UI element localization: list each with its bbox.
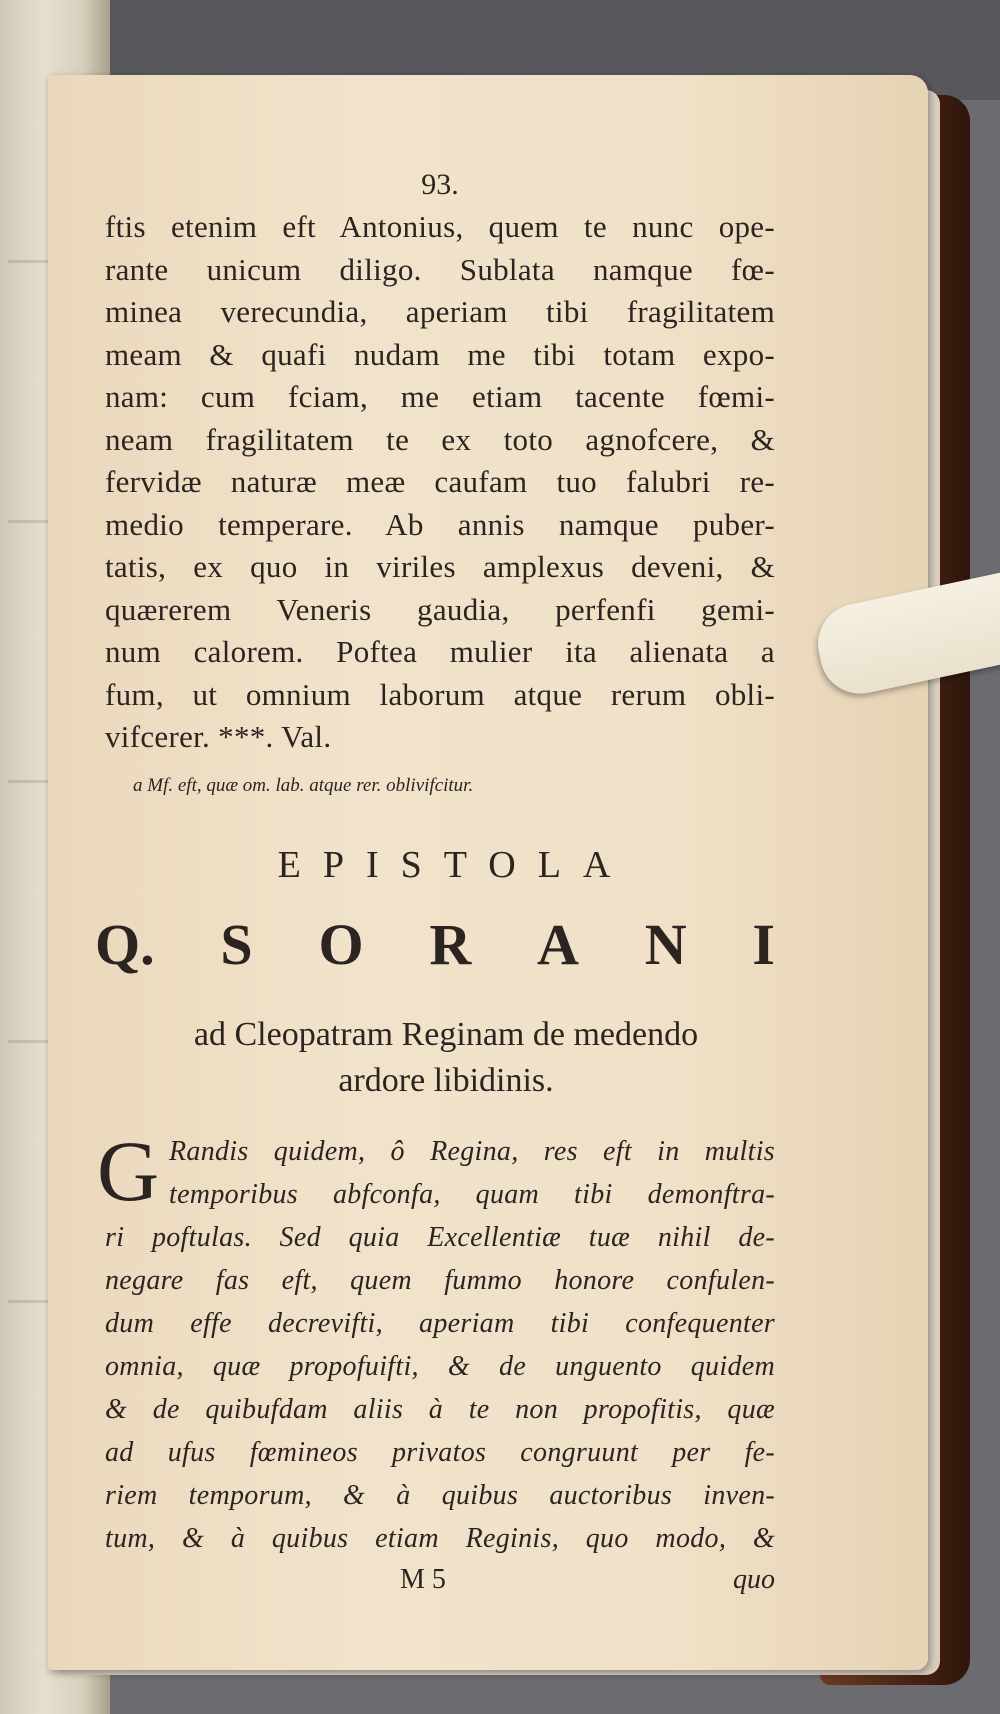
- heading-letter: S: [220, 911, 253, 977]
- text-line: tum, & à quibus etiam Reginis, quo modo, &: [105, 1522, 775, 1554]
- text-line: num calorem. Poftea mulier ita alienata a: [105, 634, 775, 669]
- letter-text: [97, 1122, 775, 1560]
- subtitle: [117, 1012, 775, 1104]
- heading-letter: Q.: [95, 911, 155, 977]
- heading-letter: I: [752, 911, 775, 977]
- text-line: ad ufus fœmineos privatos congruunt per fe-: [105, 1436, 775, 1468]
- text-line: dum effe decrevifti, aperiam tibi confequenter: [105, 1307, 775, 1339]
- text-line: & de quibufdam aliis à te non propofitis, quæ: [105, 1393, 775, 1425]
- text-line: negare fas eft, quem fummo honore confulen-: [105, 1264, 775, 1296]
- heading-epistola: EPISTOLA: [277, 843, 633, 886]
- heading-author: [95, 911, 775, 978]
- heading-letter: N: [644, 911, 687, 977]
- heading-letter: O: [318, 911, 364, 977]
- text-line: fum, ut omnium laborum atque rerum obli-: [105, 676, 775, 712]
- text-line: medio temperare. Ab annis namque puber-: [105, 506, 775, 542]
- text-line: vifcerer. ***. Val.: [105, 719, 332, 754]
- footnote: a Mf. eft, quæ om. lab. atque rer. oblivifcitur.: [133, 774, 474, 796]
- text-line: fervidæ naturæ meæ caufam tuo falubri re-: [105, 464, 775, 499]
- text-line: riem temporum, & à quibus auctoribus inven-: [105, 1479, 775, 1511]
- text-line: omnia, quæ propofuifti, & de unguento quidem: [105, 1350, 775, 1382]
- catchword: quo: [733, 1563, 775, 1595]
- text-line: rante unicum diligo. Sublata namque fœ-: [105, 251, 775, 287]
- page-number: 93.: [421, 168, 459, 201]
- signature-mark: M 5: [400, 1563, 446, 1595]
- page-text: [95, 168, 775, 1596]
- text-line: temporibus abfconfa, quam tibi demonftra-: [169, 1178, 775, 1210]
- heading-letter: R: [429, 911, 472, 977]
- heading-letter: A: [537, 911, 579, 977]
- drop-cap: G: [97, 1122, 160, 1219]
- text-line: Randis quidem, ô Regina, res eft in multis: [169, 1135, 775, 1167]
- text-line: neam fragilitatem te ex toto agnofcere, &: [105, 421, 775, 457]
- subtitle-line: ardore libidinis.: [338, 1061, 554, 1099]
- text-line: minea verecundia, aperiam tibi fragilitatem: [105, 294, 775, 329]
- text-line: ri poftulas. Sed quia Excellentiæ tuæ nihil de-: [105, 1221, 775, 1253]
- body-text: [105, 206, 775, 759]
- text-line: meam & quafi nudam me tibi totam expo-: [105, 336, 775, 372]
- page-footer: [105, 1564, 775, 1596]
- subtitle-line: ad Cleopatram Reginam de medendo: [193, 1015, 699, 1053]
- text-line: tatis, ex quo in viriles amplexus deveni, &: [105, 549, 775, 584]
- text-line: ftis etenim eft Antonius, quem te nunc ope-: [105, 209, 775, 244]
- text-line: quærerem Veneris gaudia, perfenfi gemi-: [105, 591, 775, 627]
- text-line: nam: cum fciam, me etiam tacente fœmi-: [105, 379, 775, 414]
